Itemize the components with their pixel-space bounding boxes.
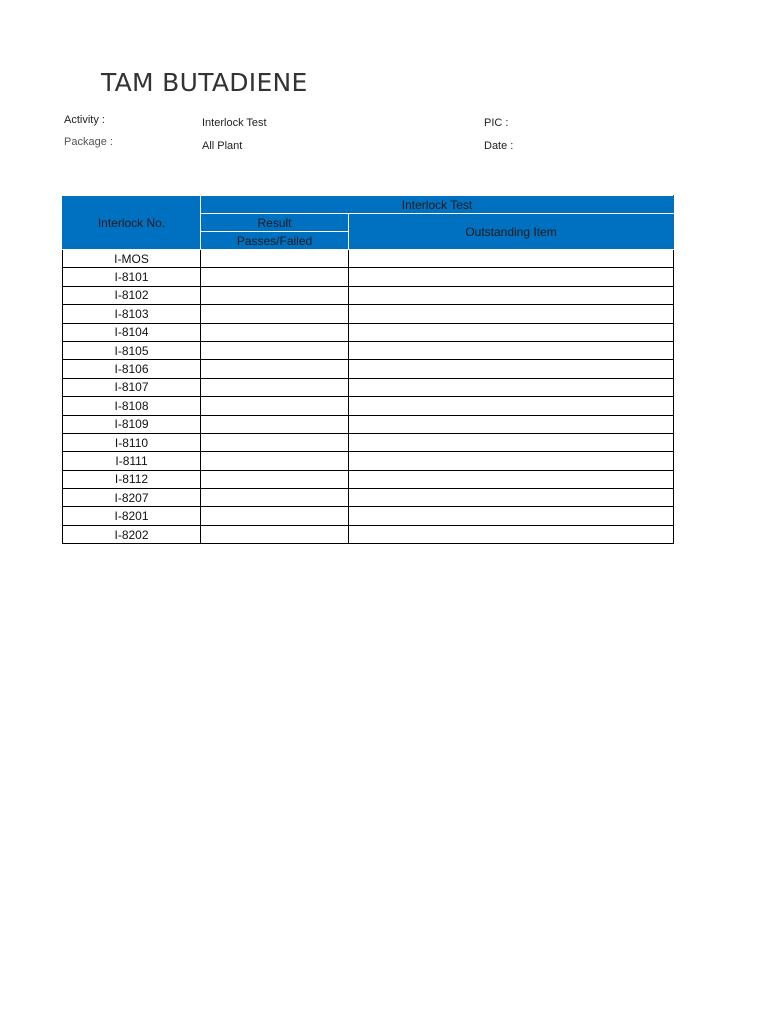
outstanding-item-cell[interactable] (349, 268, 674, 286)
result-cell[interactable] (201, 268, 349, 286)
result-cell[interactable] (201, 452, 349, 470)
table-row (63, 286, 674, 304)
header-interlock-test: Interlock Test (201, 196, 674, 214)
interlock-no-cell: I-8107 (63, 378, 201, 396)
header-outstanding-item: Outstanding Item (349, 214, 674, 250)
table-row (63, 470, 674, 488)
table-row (63, 489, 674, 507)
result-cell[interactable] (201, 341, 349, 359)
interlock-no-cell: I-8101 (63, 268, 201, 286)
header-result: Result (201, 214, 349, 232)
page-title: TAM BUTADIENE (101, 68, 308, 97)
interlock-no-cell: I-8106 (63, 360, 201, 378)
outstanding-item-cell[interactable] (349, 415, 674, 433)
result-cell[interactable] (201, 470, 349, 488)
outstanding-item-cell[interactable] (349, 470, 674, 488)
result-cell[interactable] (201, 250, 349, 268)
result-cell[interactable] (201, 378, 349, 396)
result-cell[interactable] (201, 433, 349, 451)
interlock-no-cell: I-8108 (63, 397, 201, 415)
result-cell[interactable] (201, 397, 349, 415)
outstanding-item-cell[interactable] (349, 489, 674, 507)
interlock-no-cell: I-8109 (63, 415, 201, 433)
outstanding-item-cell[interactable] (349, 507, 674, 525)
package-value: All Plant (202, 140, 243, 152)
outstanding-item-cell[interactable] (349, 360, 674, 378)
table-row (63, 305, 674, 323)
outstanding-item-cell[interactable] (349, 305, 674, 323)
outstanding-item-cell[interactable] (349, 452, 674, 470)
outstanding-item-cell[interactable] (349, 250, 674, 268)
interlock-no-cell: I-8207 (63, 489, 201, 507)
table-body (63, 250, 674, 544)
interlock-test-table (62, 195, 674, 544)
result-cell[interactable] (201, 415, 349, 433)
table-row (63, 415, 674, 433)
outstanding-item-cell[interactable] (349, 341, 674, 359)
interlock-no-cell: I-MOS (63, 250, 201, 268)
table-row (63, 341, 674, 359)
outstanding-item-cell[interactable] (349, 397, 674, 415)
table-row (63, 268, 674, 286)
table-row (63, 360, 674, 378)
table-row (63, 250, 674, 268)
date-label: Date : (484, 140, 514, 152)
table-row (63, 378, 674, 396)
interlock-no-cell: I-8110 (63, 433, 201, 451)
header-passes-failed: Passes/Failed (201, 232, 349, 250)
pic-label: PIC : (484, 117, 509, 129)
result-cell[interactable] (201, 286, 349, 304)
outstanding-item-cell[interactable] (349, 525, 674, 543)
activity-value: Interlock Test (202, 117, 267, 129)
interlock-no-cell: I-8105 (63, 341, 201, 359)
result-cell[interactable] (201, 305, 349, 323)
interlock-no-cell: I-8111 (63, 452, 201, 470)
activity-label: Activity : (64, 114, 105, 126)
table-row (63, 452, 674, 470)
table-row (63, 507, 674, 525)
outstanding-item-cell[interactable] (349, 286, 674, 304)
interlock-no-cell: I-8102 (63, 286, 201, 304)
outstanding-item-cell[interactable] (349, 323, 674, 341)
interlock-no-cell: I-8112 (63, 470, 201, 488)
outstanding-item-cell[interactable] (349, 433, 674, 451)
result-cell[interactable] (201, 507, 349, 525)
interlock-no-cell: I-8202 (63, 525, 201, 543)
outstanding-item-cell[interactable] (349, 378, 674, 396)
header-interlock-no: Interlock No. (63, 196, 201, 250)
result-cell[interactable] (201, 525, 349, 543)
package-label: Package : (64, 136, 113, 148)
table-row (63, 525, 674, 543)
interlock-no-cell: I-8201 (63, 507, 201, 525)
result-cell[interactable] (201, 360, 349, 378)
table-row (63, 433, 674, 451)
result-cell[interactable] (201, 323, 349, 341)
table-row (63, 323, 674, 341)
result-cell[interactable] (201, 489, 349, 507)
interlock-no-cell: I-8104 (63, 323, 201, 341)
interlock-no-cell: I-8103 (63, 305, 201, 323)
table-row (63, 397, 674, 415)
